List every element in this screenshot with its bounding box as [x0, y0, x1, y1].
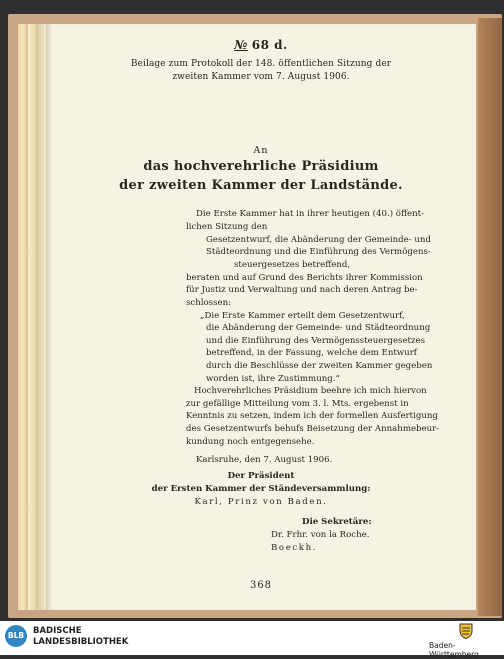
beilage-line: Beilage zum Protokoll der 148. öffentlichen Sitzung der — [130, 59, 392, 69]
body-line: lichen Sitzung den — [186, 222, 268, 232]
coat-of-arms-icon — [459, 623, 473, 639]
region-label: Baden-Württemberg — [429, 641, 479, 659]
president-title: Der Präsident — [227, 471, 295, 481]
number-value: 68 d. — [251, 38, 288, 52]
blb-logo-icon[interactable]: BLB — [5, 625, 27, 647]
secretary-name: Boeckh. — [271, 543, 318, 553]
addressee-prefix: An — [253, 145, 269, 156]
body-line: beraten und auf Grund des Berichts ihrer Kommission — [186, 273, 423, 283]
library-name-line: LANDESBIBLIOTHEK — [33, 637, 129, 647]
page-edges — [18, 24, 28, 610]
body-line: und die Einführung des Vermögenssteuergesetzes — [206, 336, 426, 346]
beilage-note — [46, 58, 476, 84]
addressee-line: das hochverehrliche Präsidium — [143, 159, 379, 174]
president-name: Karl, Prinz von Baden. — [194, 497, 328, 507]
body-line: zur gefällige Mitteilung vom 3. l. Mts. ergebenst in — [186, 399, 409, 409]
body-line: Hochverehrliches Präsidium beehre ich mich hiervon — [194, 386, 427, 396]
bleed-through-text — [46, 120, 476, 141]
footer-bar — [0, 621, 504, 659]
body-line: Städteordnung und die Einführung des Vermögens- — [206, 247, 431, 257]
body-line: schlossen: — [186, 298, 232, 308]
body-line: die Abänderung der Gemeinde- und Städteordnung — [206, 323, 431, 333]
body-line: Die Erste Kammer hat in ihrer heutigen (40.) öffent- — [196, 209, 425, 219]
library-name[interactable] — [33, 626, 128, 648]
body-line: des Gesetzentwurfs behufs Beisetzung der Annahmebeur- — [186, 424, 440, 434]
body-line: steuergesetzes betreffend, — [234, 260, 351, 270]
body-line: durch die Beschlüsse der zweiten Kammer gegeben — [206, 361, 433, 371]
page-edges — [28, 24, 36, 610]
body-line: Kenntnis zu setzen, indem ich der formellen Ausfertigung — [186, 411, 438, 421]
document-page — [46, 24, 476, 610]
date-line: Karlsruhe, den 7. August 1906. — [196, 455, 333, 465]
library-name-line: BADISCHE — [33, 626, 82, 636]
body-line: für Justiz und Verwaltung und nach deren Antrag be- — [186, 285, 418, 295]
secretary-name: Dr. Frhr. von la Roche. — [271, 530, 370, 540]
book-cover-edge — [478, 18, 502, 616]
number-symbol: № — [234, 38, 248, 52]
addressee-line: der zweiten Kammer der Landstände. — [119, 178, 403, 193]
page-number: 368 — [249, 580, 273, 591]
body-line: betreffend, in der Fassung, welche dem Entwurf — [206, 348, 417, 358]
page-edges — [36, 24, 46, 610]
body-line: kundung noch entgegensehe. — [186, 437, 315, 447]
body-line: „Die Erste Kammer erteilt dem Gesetzentwurf, — [200, 311, 405, 321]
secretaries-title: Die Sekretäre: — [302, 517, 372, 527]
body-line: worden ist, ihre Zustimmung.“ — [206, 374, 340, 384]
president-body: der Ersten Kammer der Ständeversammlung: — [151, 484, 371, 494]
beilage-line: zweiten Kammer vom 7. August 1906. — [172, 72, 350, 82]
body-line: Gesetzentwurf, die Abänderung der Gemeinde- und — [206, 235, 431, 245]
document-number — [46, 38, 476, 52]
